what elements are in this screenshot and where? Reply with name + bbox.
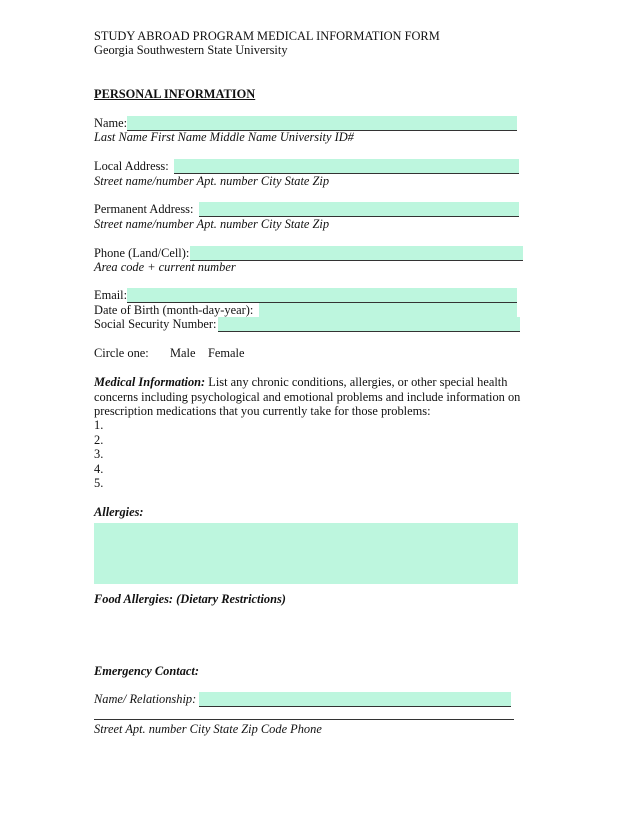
allergies-input-box[interactable] — [94, 523, 518, 584]
food-allergies-heading: Food Allergies: (Dietary Restrictions) — [94, 592, 286, 606]
name-field[interactable] — [127, 116, 517, 131]
phone-hint: Area code + current number — [94, 260, 236, 274]
medical-info-text1: List any chronic conditions, allergies, or other special health — [208, 375, 508, 389]
emergency-address-line[interactable] — [94, 719, 514, 720]
list-item: 4. — [94, 462, 104, 476]
ssn-label: Social Security Number: — [94, 317, 217, 331]
local-address-hint: Street name/number Apt. number City State Zip — [94, 174, 330, 188]
phone-label: Phone (Land/Cell): — [94, 246, 190, 260]
gender-option-male[interactable]: Male — [170, 346, 196, 360]
name-hint: Last Name First Name Middle Name University ID# — [94, 130, 354, 144]
emergency-contact-heading: Emergency Contact: — [94, 664, 199, 678]
local-address-label: Local Address: — [94, 159, 169, 173]
local-address-field[interactable] — [174, 159, 519, 174]
emergency-address-hint: Street Apt. number City State Zip Code Phone — [94, 722, 322, 736]
phone-field[interactable] — [190, 246, 523, 261]
email-label: Email: — [94, 288, 128, 302]
permanent-address-label: Permanent Address: — [94, 202, 194, 216]
list-item: 3. — [94, 447, 104, 461]
gender-option-female[interactable]: Female — [208, 346, 245, 360]
personal-info-heading: PERSONAL INFORMATION — [94, 87, 256, 101]
medical-info-heading: Medical Information: — [94, 375, 206, 389]
list-item: 1. — [94, 418, 104, 432]
university-name: Georgia Southwestern State University — [94, 43, 288, 57]
name-label: Name: — [94, 116, 128, 130]
permanent-address-field[interactable] — [199, 202, 519, 217]
list-item: 5. — [94, 476, 104, 490]
list-item: 2. — [94, 433, 104, 447]
emergency-name-label: Name/ Relationship: — [94, 692, 197, 706]
allergies-heading: Allergies: — [94, 505, 144, 519]
dob-field[interactable] — [259, 303, 517, 318]
emergency-name-field[interactable] — [199, 692, 511, 707]
circle-one-label: Circle one: — [94, 346, 149, 360]
medical-info-text3: prescription medications that you currently take for those problems: — [94, 404, 431, 418]
medical-info-text2: concerns including psychological and emotional problems and include information on — [94, 390, 521, 404]
ssn-field[interactable] — [218, 317, 520, 332]
form-title: STUDY ABROAD PROGRAM MEDICAL INFORMATION FORM — [94, 29, 440, 43]
permanent-address-hint: Street name/number Apt. number City State Zip — [94, 217, 330, 231]
medical-info-line1 — [94, 375, 507, 390]
dob-label: Date of Birth (month-day-year): — [94, 303, 254, 317]
email-field[interactable] — [127, 288, 517, 303]
